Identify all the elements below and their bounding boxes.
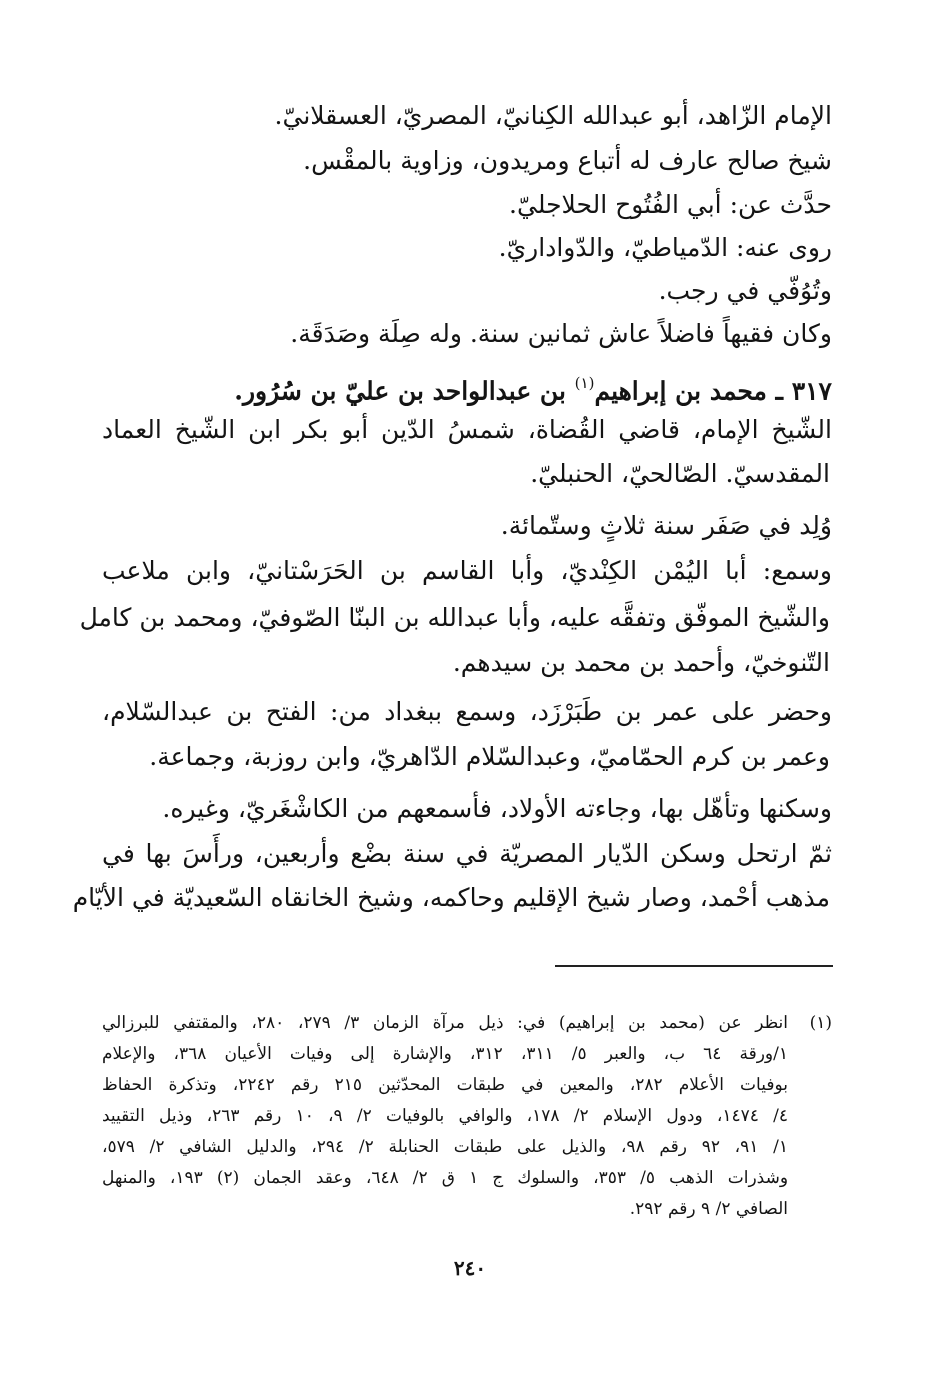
entry-name-rest: بن عبدالواحد بن عليّ بن سُرُور. [234,376,566,406]
text-line: وعمر بن كرم الحمّاميّ، وعبدالسّلام الدّاهريّ، وابن روزبة، وجماعة. [149,742,830,771]
text-line: روى عنه: الدّمياطيّ، والدّواداريّ. [498,233,832,262]
footnote-ref: (١) [574,374,595,392]
text-line: الشّيخ الإمام، قاضي القُضاة، شمسُ الدّين أبو بكر ابن الشّيخ العماد [102,415,832,444]
footnote-line: انظر عن (محمد بن إبراهيم) في: ذيل مرآة الزمان ٣/ ٢٧٩، ٢٨٠، والمقتفي للبرزالي [102,1013,789,1033]
footnote-line: بوفيات الأعلام ٢٨٢، والمعين في طبقات المحدّثين ٢١٥ رقم ٢٢٤٢، وتذكرة الحفاظ [102,1075,789,1095]
text-line: وحضر على عمر بن طَبَرْزَد، وسمع ببغداد من: الفتح بن عبدالسّلام، [102,697,832,726]
footnote-line: ١/ ٩١، ٩٢ رقم ٩٨، والذيل على طبقات الحنابلة ٢/ ٢٩٤، والدليل الشافي ٢/ ٥٧٩، [102,1137,788,1157]
text-line: وسكنها وتأهّل بها، وجاءته الأولاد، فأسمعهم من الكاشْغَريّ، وغيره. [162,794,832,823]
entry-name: محمد بن إبراهيم [594,376,767,406]
text-line: مذهب أحْمد، وصار شيخ الإقليم وحاكمه، وشيخ الخانقاه السّعيديّة في الأيّام [72,883,830,912]
text-line: ثمّ ارتحل وسكن الدّيار المصريّة في سنة بضْع وأربعين، ورأَسَ بها في [102,839,832,868]
text-line: وتُوُفّي في رجب. [658,276,832,305]
page-number: ٢٤٠ [453,1256,487,1280]
text-line: شيخ صالح عارف له أتباع ومريدون، وزاوية بالمقْس. [303,146,832,175]
text-line: التّنوخيّ، وأحمد بن محمد بن سيدهم. [452,648,830,677]
footnote-line: ٤/ ١٤٧٤، ودول الإسلام ٢/ ١٧٨، والوافي بالوفيات ٢/ ٩، ١٠ رقم ٢٦٣، وذيل التقييد [102,1106,788,1126]
entry-heading: ٣١٧ ـ محمد بن إبراهيم$^{(١)}$ بن عبدالواحد بن عليّ بن سُرُور. [234,374,832,406]
footnote-line: الصافي ٢/ ٩ رقم ٢٩٢. [629,1199,788,1219]
text-line: وسمع: أبا اليُمْن الكِنْديّ، وأبا القاسم بن الحَرَسْتانيّ، وابن ملاعب [102,556,832,585]
text-line: المقدسيّ. الصّالحيّ، الحنبليّ. [530,459,830,488]
footnote-number: (١) [809,1013,832,1033]
footnote-divider [555,965,833,967]
footnote-line: وشذرات الذهب ٥/ ٣٥٣، والسلوك ج ١ ق ٢/ ٦٤٨، وعقد الجمان (٢) ١٩٣، والمنهل [102,1168,789,1188]
text-line: حدَّث عن: أبي الفُتُوح الحلاجليّ. [509,190,832,219]
text-line: الإمام الزّاهد، أبو عبدالله الكِنانيّ، المصريّ، العسقلانيّ. [274,101,832,130]
footnote-line: ١/ورقة ٦٤ ب، والعبر ٥/ ٣١١، ٣١٢، والإشارة إلى وفيات الأعيان ٣٦٨، والإعلام [102,1044,788,1064]
text-line: والشّيخ الموفّق وتفقَّه عليه، وأبا عبدالله بن البنّا الصّوفيّ، ومحمد بن كامل [79,603,830,632]
entry-number: ٣١٧ [791,376,832,406]
text-line: وُلِد في صَفَر سنة ثلاثٍ وستّمائة. [500,511,832,540]
text-line: وكان فقيهاً فاضلاً عاش ثمانين سنة. وله صِلَة وصَدَقَة. [290,319,832,348]
